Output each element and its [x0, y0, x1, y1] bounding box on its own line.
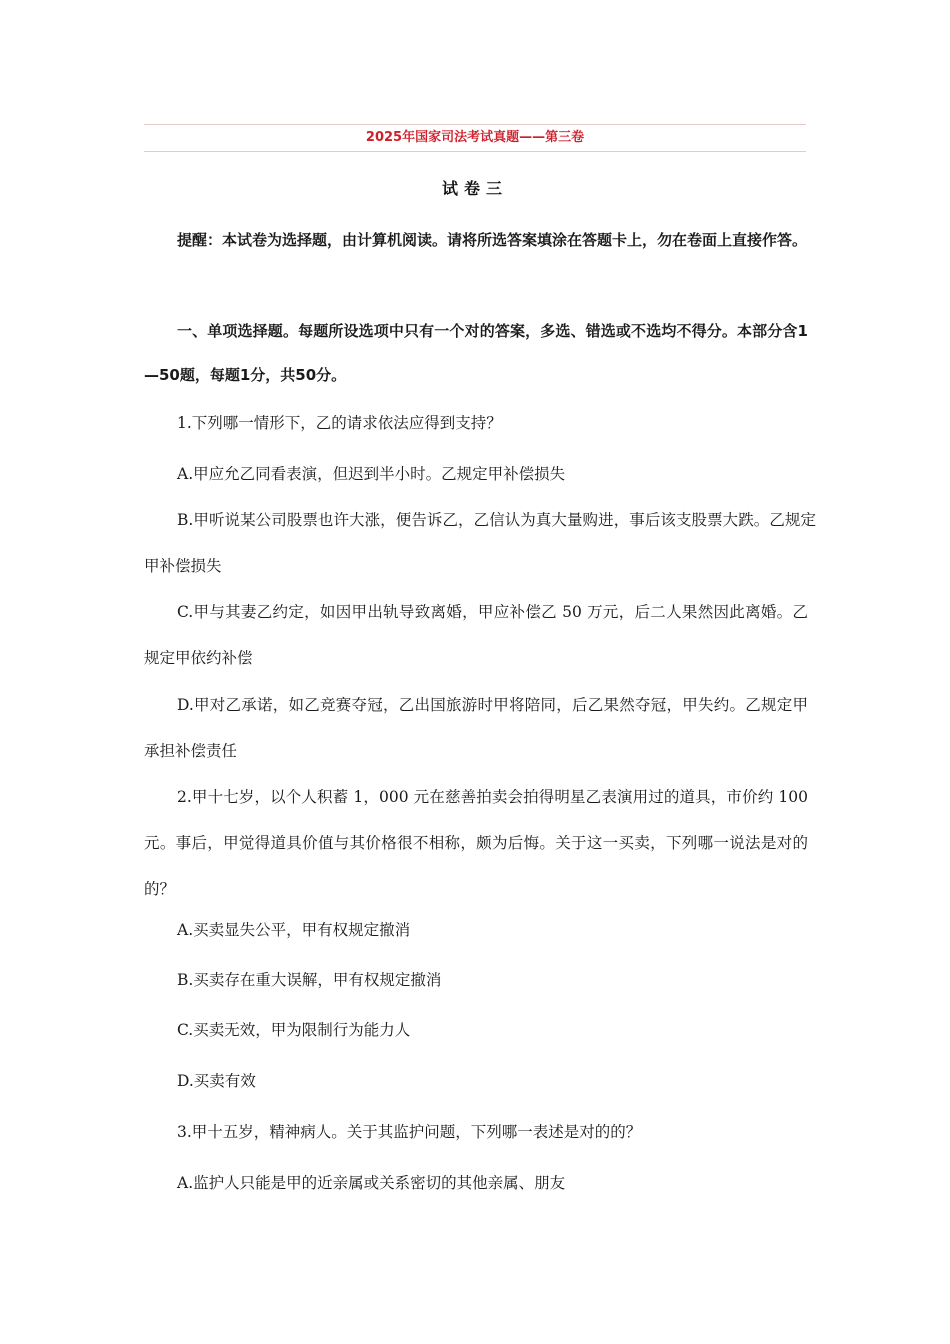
question-option: C.甲与其妻乙约定，如因甲出轨导致离婚，甲应补偿乙 50 万元，后二人果然因此离婚。乙规定甲依约补偿: [144, 603, 808, 667]
question-option: C.买卖无效，甲为限制行为能力人: [177, 1021, 411, 1039]
exam-title: 试卷三: [441, 179, 508, 198]
exam-notice: 提醒：本试卷为选择题，由计算机阅读。请将所选答案填涂在答题卡上，勿在卷面上直接作答。: [177, 231, 808, 249]
question-option: B.买卖存在重大误解，甲有权规定撤消: [177, 971, 442, 989]
question-stem: 3.甲十五岁，精神病人。关于其监护问题，下列哪一表述是对的的？: [177, 1123, 642, 1141]
question-option: D.买卖有效: [177, 1072, 256, 1090]
question-option: D.甲对乙承诺，如乙竞赛夺冠，乙出国旅游时甲将陪同，后乙果然夺冠，甲失约。乙规定甲承担补偿责任: [144, 696, 808, 760]
header-title: 2025年国家司法考试真题——第三卷: [365, 130, 585, 145]
section-heading: 一、单项选择题。每题所设选项中只有一个对的答案，多选、错选或不选均不得分。本部分含1—50题，每题1分，共50分。: [144, 322, 808, 384]
question-stem: 1.下列哪一情形下，乙的请求依法应得到支持？: [177, 414, 502, 432]
question-option: A.甲应允乙同看表演，但迟到半小时。乙规定甲补偿损失: [177, 465, 566, 483]
question-option: A.监护人只能是甲的近亲属或关系密切的其他亲属、朋友: [177, 1174, 566, 1192]
question-stem: 2.甲十七岁，以个人积蓄 1，000 元在慈善拍卖会拍得明星乙表演用过的道具，市价约 100 元。事后，甲觉得道具价值与其价格很不相称，颇为后悔。关于这一买卖，下列哪一说法是对的的？: [144, 788, 808, 898]
question-option: A.买卖显失公平，甲有权规定撤消: [177, 921, 411, 939]
question-option: B.甲听说某公司股票也许大涨，便告诉乙，乙信认为真大量购进，事后该支股票大跌。乙规定甲补偿损失: [144, 511, 816, 575]
document-header: [144, 124, 806, 152]
